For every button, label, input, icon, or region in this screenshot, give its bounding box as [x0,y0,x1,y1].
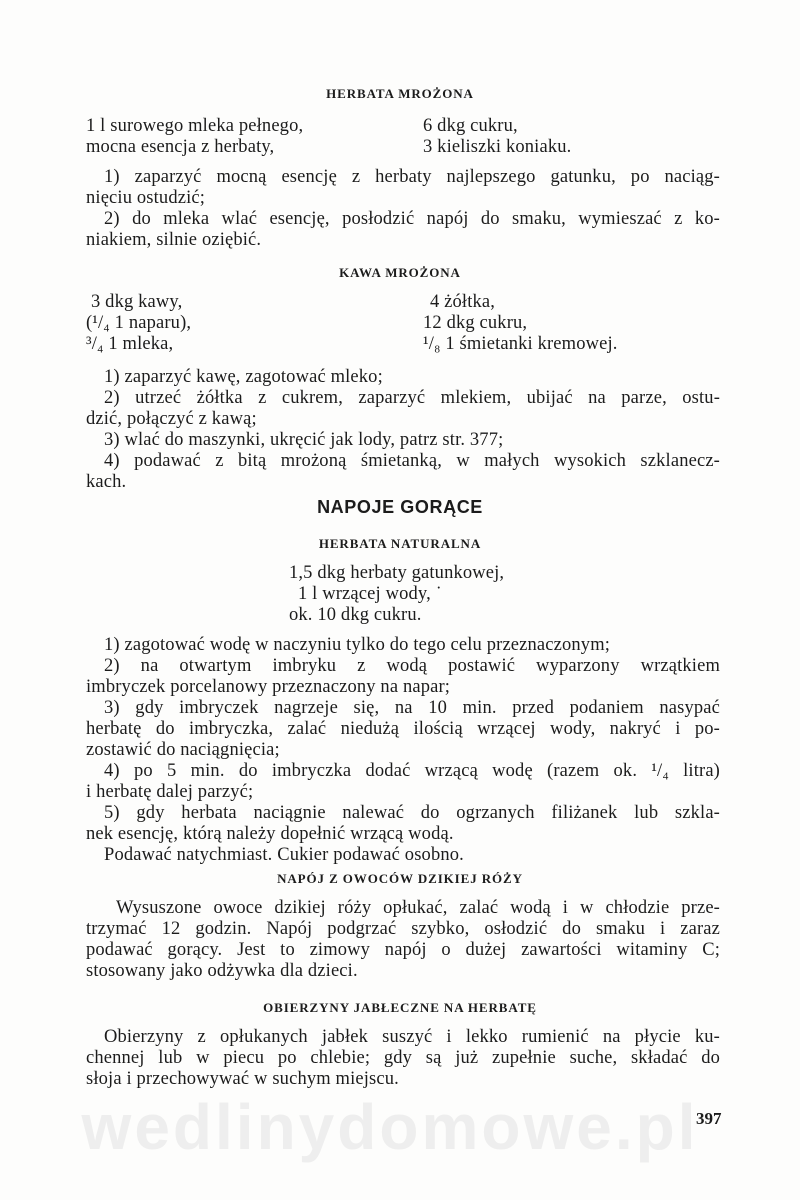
step-line: 4) po 5 min. do imbryczka dodać wrzącą wodę (razem ok. ¹/₄ litra) [104,761,720,781]
step-line: 4) podawać z bitą mrożoną śmietanką, w małych wysokich szklanecz- [104,451,720,471]
ingredient-line: ³/₄ 1 mleka, [86,334,174,354]
step-line: 2) do mleka wlać esencję, posłodzić napój do smaku, wymieszać z ko- [104,209,720,229]
paragraph-line: stosowany jako odżywka dla dzieci. [86,961,358,981]
watermark: wedlinydomowe.pl [81,1091,699,1163]
paragraph-line: podawać gorący. Jest to zimowy napój o dużej zawartości witaminy C; [86,940,720,960]
step-line: dzić, połączyć z kawą; [86,409,257,429]
recipe-title-herbata-naturalna: HERBATA NATURALNA [318,536,482,551]
step-line: herbatę do imbryczka, zalać niedużą ilością wrzącej wody, nakryć i po- [86,719,720,739]
step-line: 2) na otwartym imbryku z wodą postawić wyparzony wrzątkiem [104,656,720,676]
section-title: NAPOJE GORĄCE [317,497,483,517]
ingredient-line: 6 dkg cukru, [423,116,518,136]
ingredient-line: (¹/₄ 1 naparu), [86,313,192,333]
step-line: Podawać natychmiast. Cukier podawać osobno. [104,845,464,865]
page-number: 397 [696,1109,722,1128]
step-line: 3) wlać do maszynki, ukręcić jak lody, patrz str. 377; [104,430,504,450]
ingredient-line: 1,5 dkg herbaty gatunkowej, [289,563,505,583]
step-line: 5) gdy herbata naciągnie nalewać do ogrzanych filiżanek lub szkla- [104,803,720,823]
step-line: nięciu ostudzić; [86,188,206,208]
paragraph-line: Obierzyny z opłukanych jabłek suszyć i lekko rumienić na płycie ku- [104,1027,720,1047]
step-line: i herbatę dalej parzyć; [86,782,254,802]
step-line: niakiem, silnie oziębić. [86,230,262,250]
step-line: 2) utrzeć żółtka z cukrem, zaparzyć mlekiem, ubijać na parze, ostu- [104,388,720,408]
paragraph-line: Wysuszone owoce dzikiej róży opłukać, zalać wodą i w chłodzie prze- [116,898,720,918]
step-line: 3) gdy imbryczek nagrzeje się, na 10 min. przed podaniem nasypać [104,698,720,718]
ingredient-line: 1 l surowego mleka pełnego, [86,116,304,136]
paragraph-line: chennej lub w piecu po chlebie; gdy są już zupełnie suche, składać do [86,1048,720,1068]
step-line: 1) zagotować wodę w naczyniu tylko do tego celu przeznaczonym; [104,635,611,655]
ingredient-line: 1 l wrzącej wody, ˙ [298,584,442,604]
step-line: zostawić do naciągnięcia; [86,740,280,760]
recipe-title-napoj-z-owocow: NAPÓJ Z OWOCÓW DZIKIEJ RÓŻY [277,871,523,886]
recipe-title-kawa-mrozona: KAWA MROŻONA [339,265,461,280]
paragraph-line: trzymać 12 godzin. Napój podgrzać szybko, osłodzić do smaku i zaraz [86,919,720,939]
ingredient-line: mocna esencja z herbaty, [86,137,275,157]
step-line: nek esencję, którą należy dopełnić wrzącą wodą. [86,824,454,844]
ingredient-line: 12 dkg cukru, [423,313,528,333]
ingredient-line: ok. 10 dkg cukru. [289,605,422,625]
step-line: imbryczek porcelanowy przeznaczony na napar; [86,677,451,697]
ingredient-line: 3 dkg kawy, [91,292,183,312]
ingredient-line: ¹/₈ 1 śmietanki kremowej. [423,334,618,354]
ingredient-line: 3 kieliszki koniaku. [423,137,572,157]
step-line: 1) zaparzyć kawę, zagotować mleko; [104,367,383,387]
paragraph-line: słoja i przechowywać w suchym miejscu. [86,1069,399,1089]
recipe-title-obierzyny: OBIERZYNY JABŁECZNE NA HERBATĘ [263,1000,537,1015]
ingredient-line: 4 żółtka, [430,292,496,312]
step-line: kach. [86,472,127,492]
recipe-title-herbata-mrozona: HERBATA MROŻONA [326,86,474,101]
step-line: 1) zaparzyć mocną esencję z herbaty najlepszego gatunku, po naciąg- [104,167,720,187]
